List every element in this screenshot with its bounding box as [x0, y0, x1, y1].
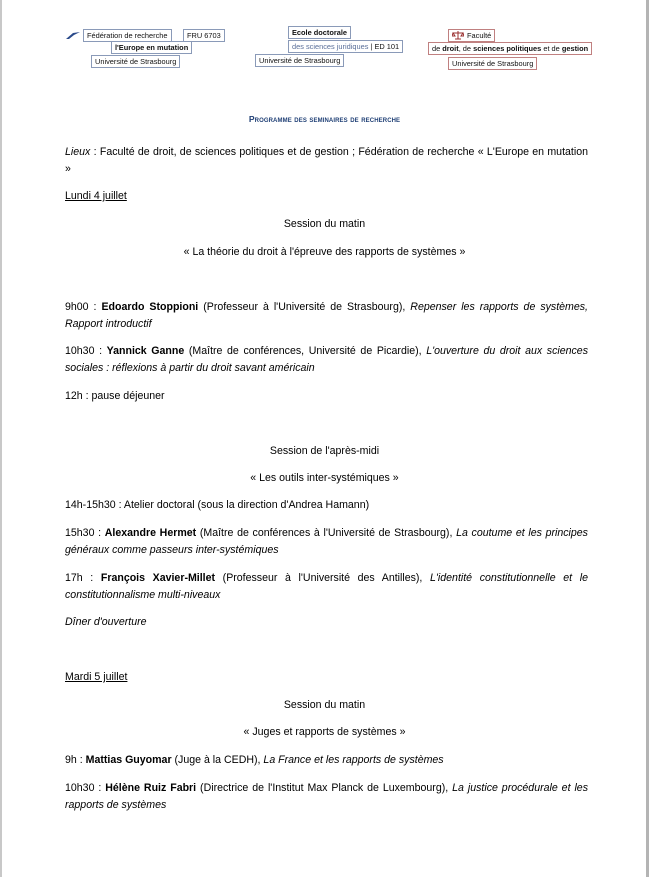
speaker-affiliation: (Maître de conférences, Université de Picardie), — [184, 345, 427, 357]
faculte-line3 — [448, 57, 537, 70]
day1-talk4 — [65, 570, 588, 604]
atelier-text: 14h-15h30 : Atelier doctoral (sous la direction d'Andrea Hamann) — [65, 499, 370, 511]
day1-atelier — [65, 497, 588, 514]
faculte-line1 — [448, 29, 495, 42]
talk-title: L'identité constitutionnelle et le constitutionnalisme multi-niveaux — [65, 572, 588, 601]
lieux-text: : Faculté de droit, de sciences politiques et de gestion ; Fédération de recherche « L'Europe en mutation » — [65, 146, 588, 175]
session-theme: « Les outils inter-systémiques » — [250, 472, 399, 484]
faculte-line2-part: , de — [458, 44, 474, 53]
faculte-droit: droit — [442, 44, 459, 53]
talk-title: Repenser les rapports de systèmes, Rapport introductif — [65, 301, 588, 330]
talk-title: La coutume et les principes généraux comme passeurs inter-systémiques — [65, 527, 588, 556]
day2-morning-theme — [0, 724, 649, 741]
federation-logo — [65, 29, 230, 73]
ecole-code: ED 101 — [374, 42, 400, 51]
speaker-affiliation: (Professeur à l'Université de Strasbourg), — [198, 301, 411, 313]
faculte-line2-part: de — [432, 44, 443, 53]
speaker-name: François Xavier-Millet — [100, 572, 216, 584]
session-label: Session du matin — [283, 699, 366, 711]
federation-swoosh-icon — [65, 31, 81, 40]
faculte-logo — [428, 29, 598, 73]
federation-name: Fédération de recherche — [87, 31, 168, 40]
dinner-text: Dîner d'ouverture — [65, 616, 147, 628]
speaker-name: Yannick Ganne — [106, 345, 185, 357]
session-theme: « La théorie du droit à l'épreuve des rapports de systèmes » — [183, 246, 466, 258]
lunch-text: 12h : pause déjeuner — [65, 390, 165, 402]
day2-talk2 — [65, 780, 588, 814]
speaker-name: Alexandre Hermet — [104, 527, 197, 539]
talk-title: L'ouverture du droit aux sciences sociales : réflexions à partir du droit savant américain — [65, 345, 589, 374]
day1-dinner — [65, 614, 588, 631]
ecole-line3 — [255, 54, 344, 67]
talk-title: La France et les rapports de systèmes — [263, 754, 444, 766]
session-label: Session de l'après-midi — [269, 445, 380, 457]
session-label: Session du matin — [283, 218, 366, 230]
ecole-doctorale-logo — [255, 26, 405, 70]
federation-university: Université de Strasbourg — [95, 57, 177, 66]
speaker-name: Hélène Ruiz Fabri — [105, 782, 197, 794]
ecole-subtitle: des sciences juridiques — [292, 42, 369, 51]
talk-time: 17h : — [65, 572, 101, 584]
ecole-line1 — [288, 26, 351, 39]
day1-afternoon-theme — [0, 470, 649, 487]
scales-icon — [452, 31, 464, 40]
speaker-name: Edoardo Stoppioni — [101, 301, 199, 313]
speaker-affiliation: (Juge à la CEDH), — [171, 754, 264, 766]
day1-morning-session — [0, 216, 649, 233]
title-text: Programme des seminaires de recherche — [248, 114, 401, 124]
talk-time: 10h30 : — [65, 345, 107, 357]
day1-lunch — [65, 388, 588, 405]
faculte-gestion: gestion — [561, 44, 589, 53]
day1-morning-theme — [0, 244, 649, 261]
day2-date-text: Mardi 5 juillet — [65, 671, 128, 683]
ecole-university: Université de Strasbourg — [259, 56, 341, 65]
federation-subtitle: l'Europe en mutation — [115, 43, 189, 52]
federation-line2 — [111, 41, 192, 54]
faculte-line2-part: et de — [541, 44, 562, 53]
day2-talk1 — [65, 752, 588, 769]
ecole-line2: des sciences juridiques | ED 101 — [288, 40, 403, 53]
day2-date — [65, 669, 588, 686]
day1-date-text: Lundi 4 juillet — [65, 190, 127, 202]
lieux-label: Lieux — [65, 146, 91, 158]
talk-title: La justice procédurale et les rapports de systèmes — [65, 782, 588, 811]
speaker-affiliation: (Professeur à l'Université des Antilles), — [215, 572, 430, 584]
day1-talk3 — [65, 525, 588, 559]
page-left-edge — [0, 0, 2, 877]
talk-time: 10h30 : — [65, 782, 106, 794]
talk-time: 15h30 : — [65, 527, 105, 539]
talk-time: 9h : — [65, 754, 86, 766]
faculte-line2 — [428, 42, 592, 55]
faculte-sciences-politiques: sciences politiques — [473, 44, 542, 53]
day2-morning-session — [0, 697, 649, 714]
talk-time: 9h00 : — [65, 301, 102, 313]
speaker-affiliation: (Maître de conférences à l'Université de Strasbourg), — [196, 527, 457, 539]
day1-talk2 — [65, 343, 588, 377]
faculte-university: Université de Strasbourg — [452, 59, 534, 68]
faculte-name: Faculté — [467, 31, 492, 40]
speaker-name: Mattias Guyomar — [85, 754, 172, 766]
day1-date — [65, 188, 588, 205]
ecole-name: Ecole doctorale — [292, 28, 348, 37]
federation-line3 — [91, 55, 180, 68]
document-title — [0, 114, 649, 124]
federation-code: FRU 6703 — [187, 31, 221, 40]
session-theme: « Juges et rapports de systèmes » — [243, 726, 406, 738]
speaker-affiliation: (Directrice de l'Institut Max Planck de Luxembourg), — [196, 782, 453, 794]
lieux-paragraph — [65, 144, 588, 178]
day1-afternoon-session — [0, 443, 649, 460]
day1-talk1 — [65, 299, 588, 333]
